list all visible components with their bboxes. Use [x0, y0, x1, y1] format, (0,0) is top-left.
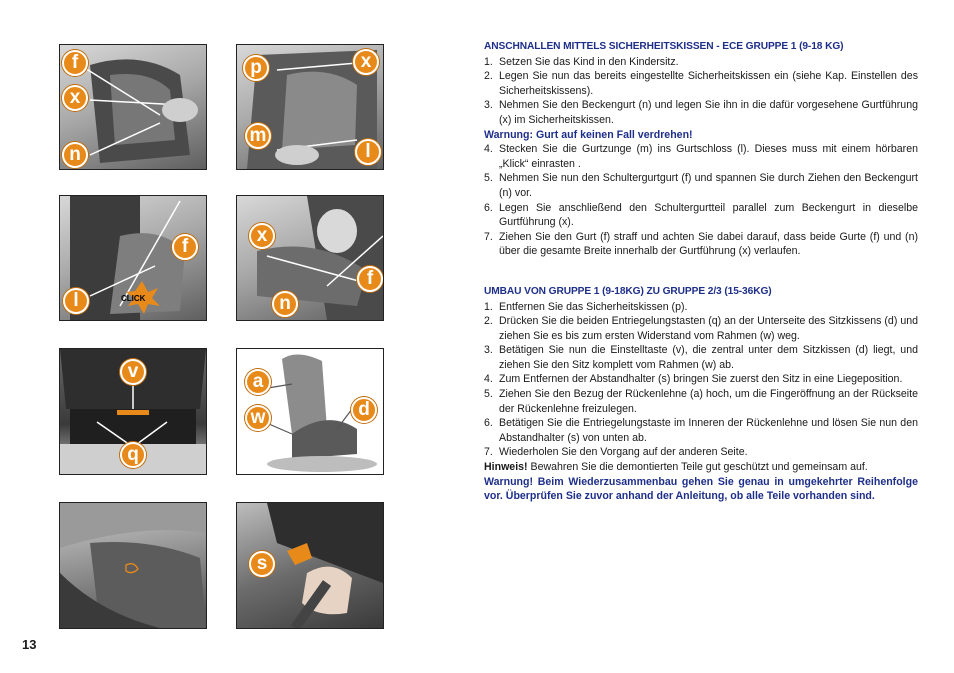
list-item: 6. Legen Sie anschließend den Schultergurtteil parallel zum Beckengurt in dieselbe Gurtführung (x).	[484, 201, 918, 229]
label-badge-v: v	[120, 359, 146, 385]
list-item: 7. Wiederholen Sie den Vorgang auf der anderen Seite.	[484, 446, 748, 459]
photo-4-drawing	[237, 196, 383, 320]
list-item: 5. Ziehen Sie den Bezug der Rückenlehne (a) hoch, um die Fingeröffnung an der Rückseite der Rückenlehne freizulegen.	[484, 388, 918, 415]
label-badge-n: n	[272, 291, 298, 317]
label-badge-x: x	[353, 49, 379, 75]
list-item: 7. Ziehen Sie den Gurt (f) straff und achten Sie dabei darauf, dass beide Gurte (f) und (n) über die gesamte Breite innerhalb der Gurtführung (x) verlaufen.	[484, 230, 918, 258]
section-1-steps-a	[484, 55, 918, 128]
list-item: 1. Entfernen Sie das Sicherheitskissen (p).	[484, 300, 688, 313]
illustration-photo-5	[59, 348, 207, 475]
list-item: 4. Zum Entfernen der Abstandhalter (s) bringen Sie zuerst den Sitz in eine Liegeposition.	[484, 373, 903, 386]
label-badge-x: x	[62, 85, 88, 111]
click-label: CLICK	[121, 294, 146, 303]
list-item: 6. Betätigen Sie die Entriegelungstaste im Inneren der Rückenlehne und lösen Sie nun den Abstandhalter (s) von unten ab.	[484, 417, 918, 444]
label-badge-a: a	[245, 369, 271, 395]
illustration-photo-3	[59, 195, 207, 321]
label-badge-f: f	[62, 50, 88, 76]
illustration-photo-7	[59, 502, 207, 629]
section-2-steps	[484, 300, 918, 461]
label-badge-l: l	[63, 288, 89, 314]
twist-warning: Warnung: Gurt auf keinen Fall verdrehen!	[484, 128, 693, 141]
list-item: 4. Stecken Sie die Gurtzunge (m) ins Gurtschloss (l). Dieses muss mit einem hörbaren „Klick“ einrasten .	[484, 143, 918, 170]
section-1-heading: ANSCHNALLEN MITTELS SICHERHEITSKISSEN - ECE GRUPPE 1 (9-18 KG)	[484, 41, 844, 52]
label-badge-s: s	[249, 551, 275, 577]
illustration-photo-2	[236, 44, 384, 170]
hint-label: Hinweis!	[484, 461, 528, 474]
list-item: 3. Nehmen Sie den Beckengurt (n) und legen Sie ihn in die dafür vorgesehene Gurtführung (x) im Sicherheitskissen.	[484, 99, 918, 126]
hint-text: Bewahren Sie die demontierten Teile gut geschützt und gemeinsam auf.	[527, 461, 868, 474]
instruction-text-column	[484, 40, 918, 504]
list-item: 2. Legen Sie nun das bereits eingestellte Sicherheitskissen ein (siehe Kap. Einstellen des Sicherheitskissens).	[484, 70, 918, 97]
label-badge-p: p	[243, 55, 269, 81]
label-badge-l: l	[355, 139, 381, 165]
photo-7-drawing	[60, 503, 206, 628]
illustration-photo-8	[236, 502, 384, 629]
label-badge-x: x	[249, 223, 275, 249]
list-item: 2. Drücken Sie die beiden Entriegelungstasten (q) an der Unterseite des Sitzkissens (d) und ziehen Sie es bis zum ersten Widerstand vom Rahmen (w) weg.	[484, 315, 918, 342]
section-2-heading: UMBAU VON GRUPPE 1 (9-18KG) ZU GRUPPE 2/3 (15-36KG)	[484, 285, 772, 297]
label-badge-f: f	[172, 234, 198, 260]
label-badge-d: d	[351, 397, 377, 423]
section-1-steps-b	[484, 142, 918, 259]
list-item: 3. Betätigen Sie nun die Einstelltaste (v), die zentral unter dem Sitzkissen (d) liegt, und ziehen Sie den Sitz komplett vom Rahmen (w) ab.	[484, 344, 918, 371]
label-badge-f: f	[357, 266, 383, 292]
illustration-photo-1	[59, 44, 207, 170]
page-number: 13	[22, 637, 37, 652]
label-badge-m: m	[245, 123, 271, 149]
list-item: 1. Setzen Sie das Kind in den Kindersitz.	[484, 55, 679, 68]
list-item: 5. Nehmen Sie nun den Schultergurtgurt (f) und spannen Sie durch Ziehen den Beckengurt (n) vor.	[484, 172, 918, 199]
label-badge-w: w	[245, 405, 271, 431]
illustration-photo-6	[236, 348, 384, 475]
illustration-photo-4	[236, 195, 384, 321]
reassembly-warning: Warnung! Beim Wiederzusammenbau gehen Sie genau in umgekehrter Reihenfolge vor. Überprüfen Sie zuvor anhand der Anleitung, ob alle Teile vorhanden sind.	[484, 475, 918, 503]
hint-paragraph	[484, 460, 918, 475]
label-badge-n: n	[62, 142, 88, 168]
label-badge-q: q	[120, 442, 146, 468]
